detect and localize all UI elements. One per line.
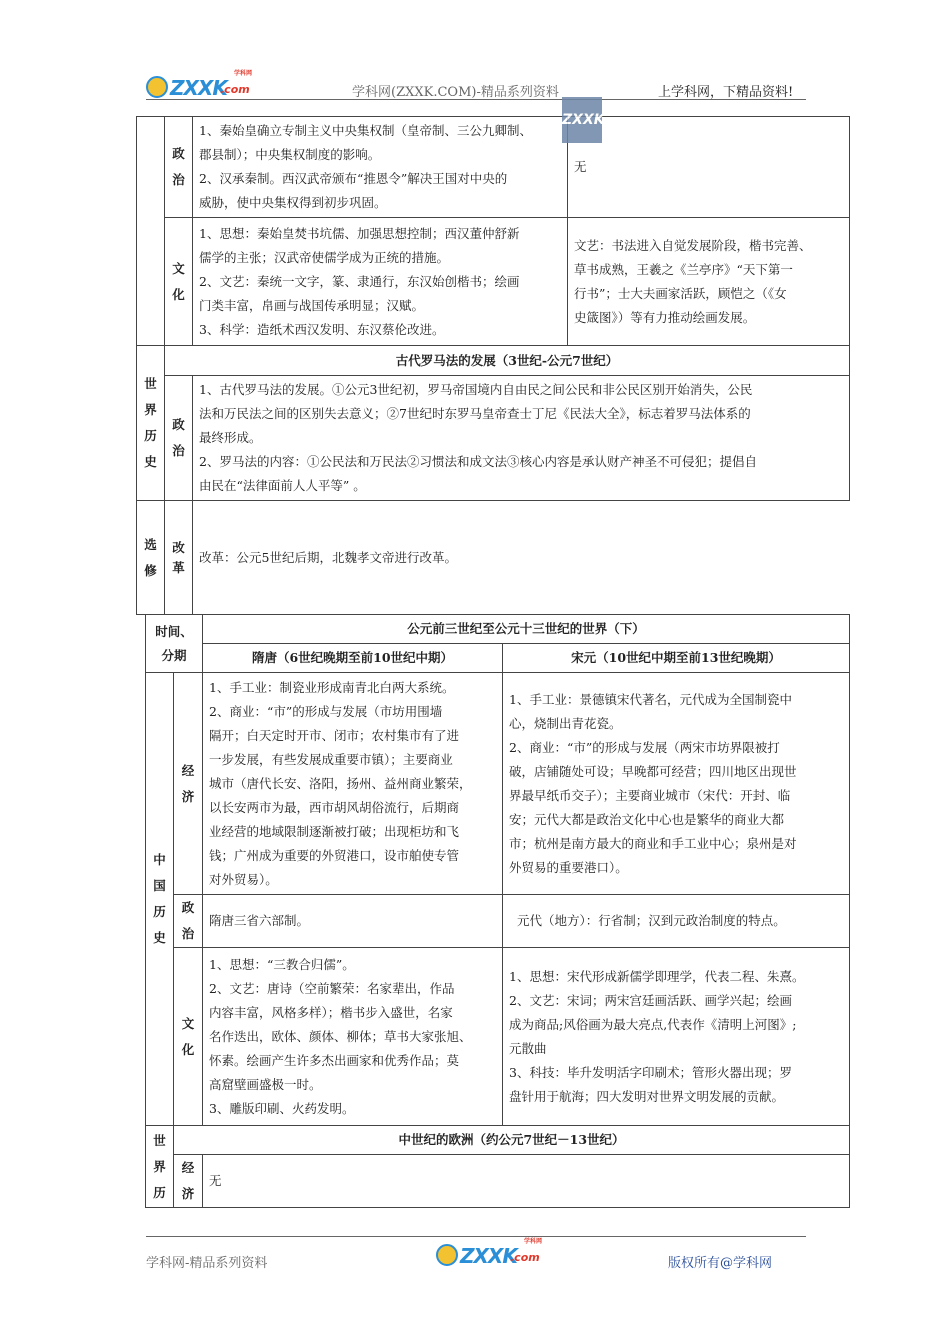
- culture-label: 文 化: [165, 218, 193, 346]
- world-politics-label: 政 治: [165, 376, 193, 501]
- lower-world-history-label: 世 界 历: [146, 1126, 174, 1208]
- watermark-logo: ZXXK: [562, 97, 602, 143]
- footer-logo-cn: 学科网: [523, 1238, 542, 1245]
- medieval-europe-economy: 无: [203, 1155, 850, 1208]
- header-right-text: 上学科网，下精品资料!: [658, 85, 794, 100]
- song-yuan-culture: 1、思想：宋代形成新儒学即理学，代表二程、朱熹。 2、文艺：宋词；两宋宫廷画活跃、画学兴起；绘画 成为商品;风俗画为最大亮点,代表作《清明上河图》; 元散曲 3、科技：毕升发明活字印刷术；管形火器出现；罗 盘针用于航海；四大发明对世界文明发展的贡献。: [503, 948, 850, 1126]
- song-yuan-politics: 元代（地方）：行省制；汉到元政治制度的特点。: [503, 895, 850, 948]
- upper-table: [136, 116, 850, 615]
- logo-domain: .com: [220, 83, 250, 96]
- header-center-text: 学科网(ZXXK.COM)-精品系列资料: [352, 85, 559, 100]
- lower-table: [145, 614, 850, 1208]
- logo-cn: 学科网: [233, 70, 252, 77]
- economy-label: 经 济: [174, 673, 203, 895]
- sui-tang-header: 隋唐（6世纪晚期至前10世纪中期）: [203, 644, 503, 673]
- sui-tang-culture: 1、思想：“三教合归儒”。 2、文艺：唐诗（空前繁荣：名家辈出，作品 内容丰富，风格多样）；楷书步入盛世，名家 名作迭出，欧体、颜体、柳体；草书大家张旭、 怀素。绘画产生许多杰出画家和优秀作品；莫 高窟壁画盛极一时。 3、雕版印刷、火药发明。: [203, 948, 503, 1126]
- sui-tang-economy: 1、手工业：制瓷业形成南青北白两大系统。 2、商业：“市”的形成与发展（市坊用围墙 隔开；白天定时开市、闭市；农村集市有了进 一步发展，有些发展成重要市镇）；主要商业 城市（唐代长安、洛阳，扬州、益州商业繁荣， 以长安两市为最，西市胡风胡俗流行，后期商 业经营的地域限制逐渐被打破；出现柜坊和飞 钱；广州成为重要的外贸港口，设市舶使专管 对外贸易）。: [203, 673, 503, 895]
- footer-right-text: 版权所有@学科网: [668, 1256, 773, 1271]
- footer-rule: [146, 1236, 806, 1237]
- politics-left-cell: 1、秦始皇确立专制主义中央集权制（皇帝制、三公九卿制、 郡县制）；中央集权制度的影响。 2、汉承秦制。西汉武帝颁布“推恩令”解决王国对中央的 威胁，使中央集权得到初步巩固。: [193, 117, 568, 218]
- world-history-label: 世 界 历 史: [137, 346, 165, 501]
- time-period-corner: 时间、 分期: [146, 615, 203, 673]
- roman-law-content: 1、古代罗马法的发展。①公元3世纪初，罗马帝国境内自由民之间公民和非公民区别开始消失，公民 法和万民法之间的区别失去意义；②7世纪时东罗马皇帝查士丁尼《民法大全》，标志着罗马法体系的 最终形成。 2、罗马法的内容：①公民法和万民法②习惯法和成文法③核心内容是承认财产神圣不可侵犯；提倡自 由民在“法律面前人人平等” 。: [193, 376, 850, 501]
- china-politics-label: 政 治: [174, 895, 203, 948]
- reform-content: 改革：公元5世纪后期，北魏孝文帝进行改革。: [193, 501, 850, 615]
- sui-tang-politics: 隋唐三省六部制。: [203, 895, 503, 948]
- song-yuan-economy: 1、手工业：景德镇宋代著名，元代成为全国制瓷中 心，烧制出青花瓷。 2、商业：“市”的形成与发展（两宋市坊界限被打 破，店铺随处可设；早晚都可经营；四川地区出现世 界最早纸币交子）；主要商业城市（宋代：开封、临 安；元代大都是政治文化中心也是繁华的商业大都 市；杭州是南方最大的商业和手工业中心；泉州是对 外贸易的重要港口）。: [503, 673, 850, 895]
- footer-left-text: 学科网-精品系列资料: [146, 1256, 268, 1271]
- song-yuan-header: 宋元（10世纪中期至前13世纪晚期）: [503, 644, 850, 673]
- footer-logo-domain: .com: [510, 1251, 540, 1264]
- china-history-label: 中 国 历 史: [146, 673, 174, 1126]
- roman-law-title: 古代罗马法的发展（3世纪-公元7世纪）: [165, 346, 850, 376]
- culture-right-cell: 文艺：书法进入自觉发展阶段，楷书完善、 草书成熟，王羲之《兰亭序》“天下第一 行书”；士大夫画家活跃，顾恺之（《女 史箴图》）等有力推动绘画发展。: [568, 218, 850, 346]
- logo-text: ZXXK: [170, 76, 227, 100]
- footer-logo-mascot-icon: [436, 1244, 458, 1266]
- reform-label: 改 革: [165, 501, 193, 615]
- lower-table-title: 公元前三世纪至公元十三世纪的世界（下）: [203, 615, 850, 644]
- politics-right-cell: 无: [568, 117, 850, 218]
- logo-mascot-icon: [146, 76, 168, 98]
- medieval-europe-title: 中世纪的欧洲（约公元7世纪－13世纪）: [174, 1126, 850, 1155]
- culture-left-cell: 1、思想：秦始皇焚书坑儒、加强思想控制；西汉董仲舒新 儒学的主张；汉武帝使儒学成为正统的措施。 2、文艺：秦统一文字，篆、隶通行，东汉始创楷书；绘画 门类丰富，帛画与战国传承明显；汉赋。 3、科学：造纸术西汉发明、东汉蔡伦改进。: [193, 218, 568, 346]
- footer-logo: [436, 1238, 540, 1272]
- upper-left-blank: [137, 117, 165, 346]
- header-rule: [146, 99, 806, 100]
- china-culture-label: 文 化: [174, 948, 203, 1126]
- elective-label: 选 修: [137, 501, 165, 615]
- world-economy-label: 经 济: [174, 1155, 203, 1208]
- politics-label: 政 治: [165, 117, 193, 218]
- footer-logo-text: ZXXK: [460, 1244, 517, 1268]
